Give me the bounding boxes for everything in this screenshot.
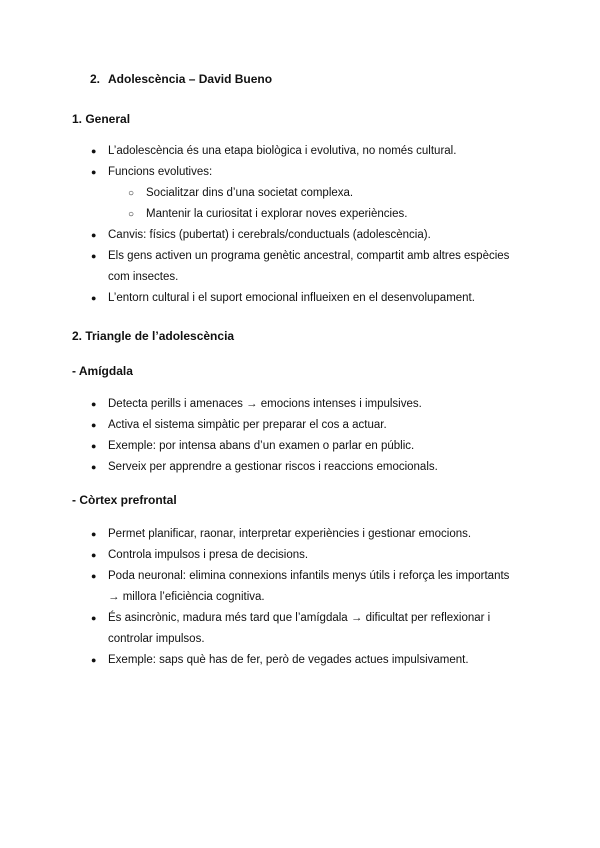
list-item: ● Serveix per apprendre a gestionar riscos i reaccions emocionals. bbox=[0, 457, 600, 478]
bullet-icon: ● bbox=[91, 146, 97, 156]
bullet-icon: ● bbox=[91, 655, 97, 665]
bullet-icon: ● bbox=[91, 441, 97, 451]
list-item: ● Permet planificar, raonar, interpretar experiències i gestionar emocions. bbox=[0, 524, 600, 545]
amigdala-list bbox=[0, 394, 600, 478]
list-item: ● Funcions evolutives: bbox=[0, 162, 600, 183]
bullet-icon: ● bbox=[91, 167, 97, 177]
general-list bbox=[0, 141, 600, 309]
list-item: ● Els gens activen un programa genètic ancestral, compartit amb altres espècies com insectes. bbox=[0, 246, 600, 288]
bullet-icon: ● bbox=[91, 251, 97, 261]
subsection-heading-cortex: - Còrtex prefrontal bbox=[72, 493, 177, 507]
bullet-icon: ● bbox=[91, 571, 97, 581]
bullet-icon: ● bbox=[91, 230, 97, 240]
list-item: ● Detecta perills i amenaces → emocions intenses i impulsives. bbox=[0, 394, 600, 415]
list-item: ● L’adolescència és una etapa biològica i evolutiva, no només cultural. bbox=[0, 141, 600, 162]
hollow-bullet-icon: ○ bbox=[128, 209, 135, 220]
list-item: ● Poda neuronal: elimina connexions infantils menys útils i reforça les importants → millora l’eficiència cognitiva. bbox=[0, 566, 600, 608]
list-item: ● L’entorn cultural i el suport emocional influeixen en el desenvolupament. bbox=[0, 288, 600, 309]
cortex-list bbox=[0, 524, 600, 671]
list-item: ● Exemple: por intensa abans d’un examen o parlar en públic. bbox=[0, 436, 600, 457]
title-number: 2. bbox=[90, 72, 101, 86]
bullet-icon: ● bbox=[91, 420, 97, 430]
list-item: ○ Mantenir la curiositat i explorar noves experiències. bbox=[0, 204, 600, 225]
list-item: ● Exemple: saps què has de fer, però de vegades actues impulsivament. bbox=[0, 650, 600, 671]
hollow-bullet-icon: ○ bbox=[128, 188, 135, 199]
bullet-icon: ● bbox=[91, 462, 97, 472]
bullet-icon: ● bbox=[91, 529, 97, 539]
page-title bbox=[90, 72, 272, 86]
bullet-icon: ● bbox=[91, 613, 97, 623]
list-item: ○ Socialitzar dins d’una societat complexa. bbox=[0, 183, 600, 204]
list-item: ● Activa el sistema simpàtic per preparar el cos a actuar. bbox=[0, 415, 600, 436]
bullet-icon: ● bbox=[91, 293, 97, 303]
list-item: ● Controla impulsos i presa de decisions. bbox=[0, 545, 600, 566]
bullet-icon: ● bbox=[91, 550, 97, 560]
subsection-heading-amigdala: - Amígdala bbox=[72, 364, 133, 378]
title-text: Adolescència – David Bueno bbox=[108, 72, 273, 86]
section-heading-triangle: 2. Triangle de l’adolescència bbox=[72, 329, 235, 343]
section-heading-general: 1. General bbox=[72, 112, 131, 126]
list-item: ● És asincrònic, madura més tard que l’amígdala → dificultat per reflexionar i controlar impulsos. bbox=[0, 608, 600, 650]
bullet-icon: ● bbox=[91, 399, 97, 409]
list-item: ● Canvis: físics (pubertat) i cerebrals/conductuals (adolescència). bbox=[0, 225, 600, 246]
